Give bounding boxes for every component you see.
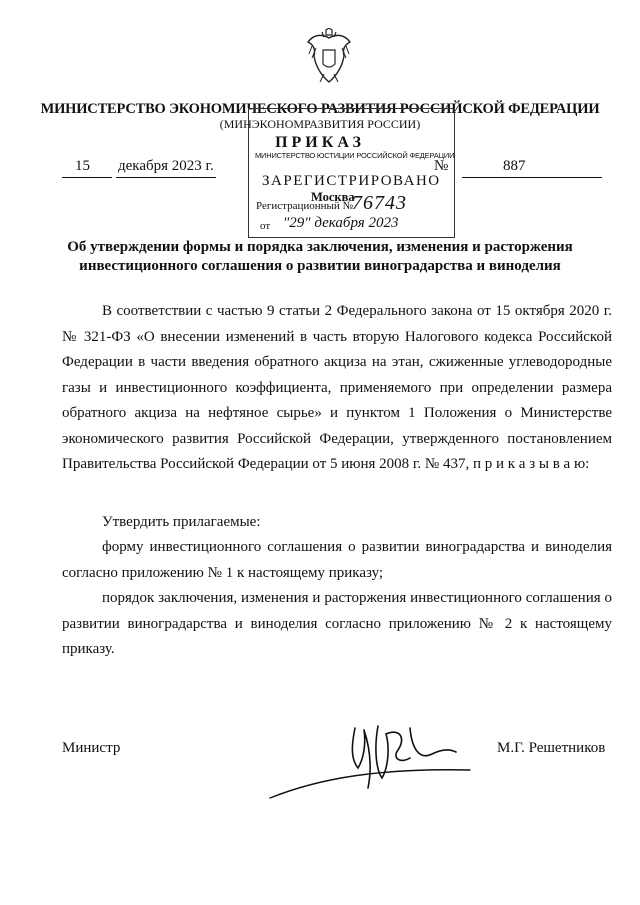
document-type: ПРИКАЗ [275,134,365,151]
date-month-underline [116,177,216,178]
stamp-date-label: от [260,220,271,232]
order-number-underline [462,177,602,178]
document-title: Об утверждении формы и порядка заключения, изменения и расторжения инвестиционного соглашения о развитии виноградарства и виноделия [67,239,573,274]
stamp-registered: ЗАРЕГИСТРИРОВАНО [262,173,441,189]
order-number-sign: № [434,158,449,174]
body-paragraph-3: форму инвестиционного соглашения о развитии виноградарства и виноделия согласно приложению № 1 к настоящему приказу; [62,539,612,581]
stamp-reg-number-label: Регистрационный № [256,200,354,212]
signer-title: Министр [62,740,121,756]
order-month-year: декабря 2023 г. [118,158,214,174]
order-number: 887 [503,158,526,174]
handwritten-signature [260,698,490,813]
ministry-name: МИНИСТЕРСТВО ЭКОНОМИЧЕСКОГО РАЗВИТИЯ РОССИЙСКОЙ ФЕДЕРАЦИИ [40,101,600,117]
body-paragraph-2: Утвердить прилагаемые: [102,514,261,530]
date-day-underline [62,177,112,178]
stamp-header: МИНИСТЕРСТВО ЮСТИЦИИ РОССИЙСКОЙ ФЕДЕРАЦИИ [255,151,455,160]
body-paragraph-4: порядок заключения, изменения и расторжения инвестиционного соглашения о развитии виноградарства и виноделия согласно приложению № 2 к настоящему приказу. [62,590,612,657]
stamp-reg-number: 76743 [352,192,407,214]
body-paragraph-1: В соответствии с частью 9 статьи 2 Федерального закона от 15 октября 2020 г. № 321-ФЗ «О внесении изменений в часть вторую Налогового кодекса Российской Федерации в части введения обратного акциза на этан, сжиженные углеводородные газы и инвестиционного коэффициента, применяемого при определении размера обратного акциза на нефтяное сырье» и пунктом 1 Положения о Министерстве экономического развития Российской Федерации, утвержденного постановлением Правительства Российской Федерации от 5 июня 2008 г. № 437, п р и к а з ы в а ю: [62,303,612,472]
stamp-city: Москва [311,190,355,204]
ministry-short-name: (МИНЭКОНОМРАЗВИТИЯ РОССИИ) [219,117,421,131]
stamp-date-value: "29" декабря 2023 [283,215,399,231]
signer-name: М.Г. Решетников [497,740,606,756]
order-day: 15 [75,158,90,174]
russian-coat-of-arms-icon [304,28,354,86]
